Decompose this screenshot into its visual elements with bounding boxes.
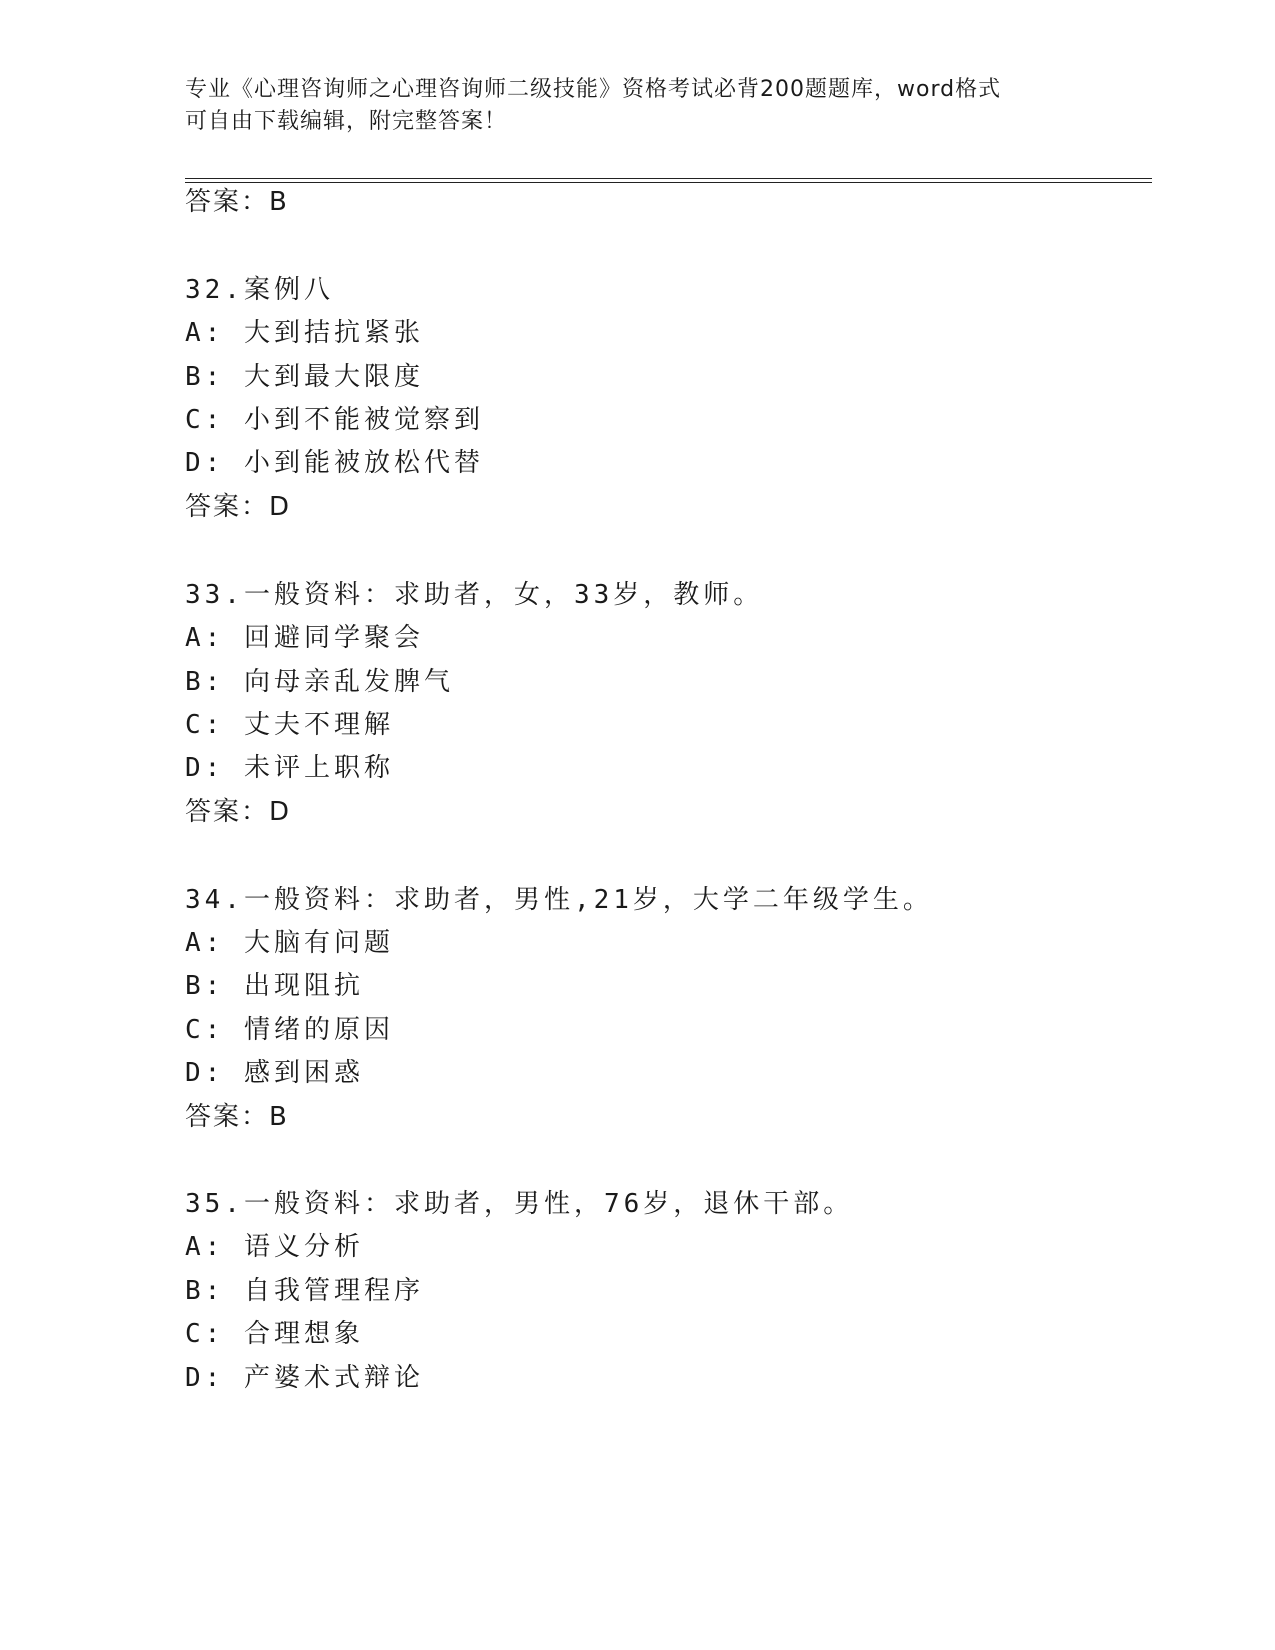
q33-option-b: B: 向母亲乱发脾气 <box>185 667 454 697</box>
answer-33: 答案：D <box>185 797 292 827</box>
answer-34: 答案：B <box>185 1102 289 1132</box>
question-35: 35.一般资料：求助者，男性，76岁，退休干部。 <box>185 1189 854 1219</box>
q35-option-a: A: 语义分析 <box>185 1232 364 1262</box>
q34-option-a: A: 大脑有问题 <box>185 928 394 958</box>
q35-option-c: C: 合理想象 <box>185 1319 364 1349</box>
q32-option-a: A: 大到拮抗紧张 <box>185 318 424 348</box>
document-header <box>185 74 1065 138</box>
answer-31: 答案：B <box>185 187 289 217</box>
q32-option-d: D: 小到能被放松代替 <box>185 448 484 478</box>
q34-option-b: B: 出现阻抗 <box>185 971 364 1001</box>
q33-option-d: D: 未评上职称 <box>185 753 394 783</box>
q33-option-a: A: 回避同学聚会 <box>185 623 424 653</box>
header-divider-top <box>185 178 1152 179</box>
header-line-1: 专业《心理咨询师之心理咨询师二级技能》资格考试必背200题题库，word格式 <box>185 77 1002 102</box>
q35-option-d: D: 产婆术式辩论 <box>185 1363 424 1393</box>
question-32: 32.案例八 <box>185 275 334 305</box>
header-divider-bottom <box>185 182 1152 183</box>
question-34: 34.一般资料：求助者，男性,21岁，大学二年级学生。 <box>185 885 933 915</box>
q35-option-b: B: 自我管理程序 <box>185 1276 424 1306</box>
q34-option-c: C: 情绪的原因 <box>185 1015 394 1045</box>
question-33: 33.一般资料：求助者，女，33岁，教师。 <box>185 580 764 610</box>
q32-option-c: C: 小到不能被觉察到 <box>185 405 484 435</box>
q33-option-c: C: 丈夫不理解 <box>185 710 394 740</box>
q34-option-d: D: 感到困惑 <box>185 1058 364 1088</box>
q32-option-b: B: 大到最大限度 <box>185 362 424 392</box>
header-line-2: 可自由下载编辑，附完整答案！ <box>185 109 508 134</box>
answer-32: 答案：D <box>185 492 292 522</box>
